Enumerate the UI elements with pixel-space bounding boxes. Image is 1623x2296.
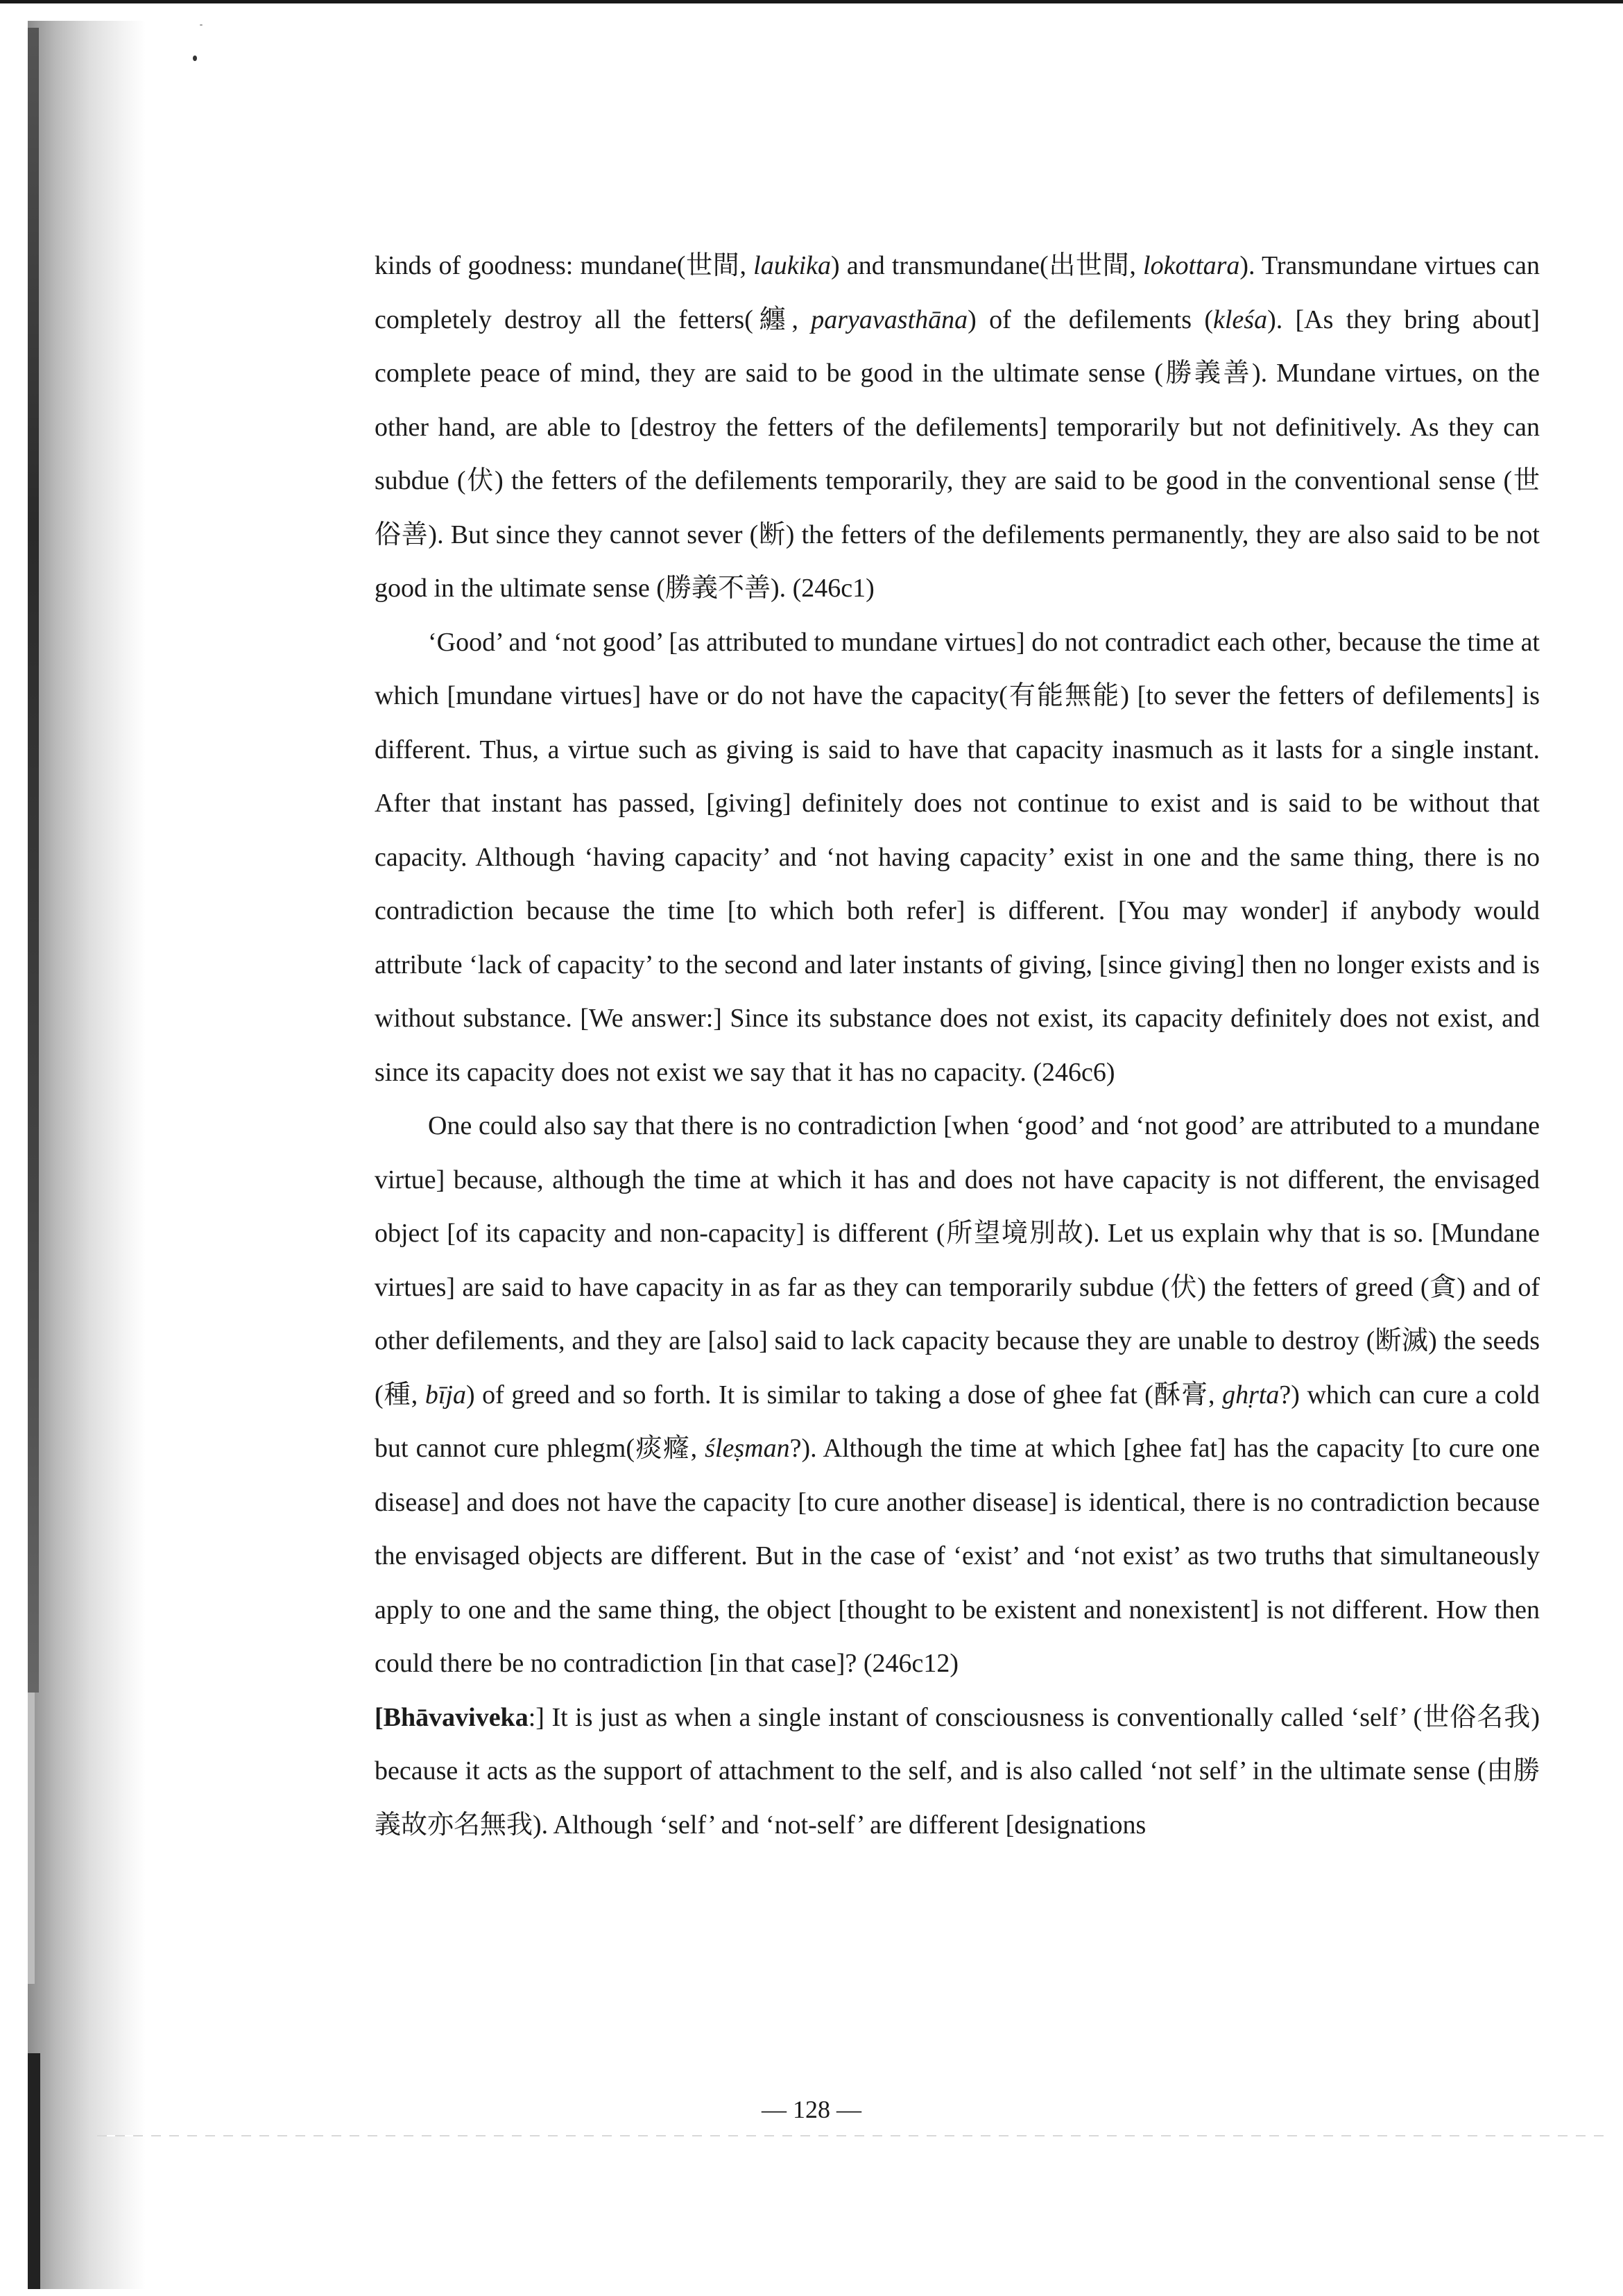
scan-binding-edge-middle <box>28 1693 35 1984</box>
scan-binding-edge-upper <box>28 28 39 1693</box>
text-run: ?). Although the time at which [ghee fat] has the capacity [to cure one disease] and does not have the capacity [to cure another disease] is identical, there is no contradiction because the envisaged objects are different. But in the case of ‘exist’ and ‘not exist’ as two truths that simultaneously apply to one and the same thing, the object [thought to be existent and nonexistent] is not different. How then could there be no contradiction [in that case]? (246c12) <box>375 1434 1540 1678</box>
text-run: ). Transmundane virtues can completely destroy all the fetters(纏, <box>375 251 1540 334</box>
italic-term: ghṛta <box>1222 1380 1280 1410</box>
text-run: ) of greed and so forth. It is similar to taking a dose of ghee fat (酥膏, <box>465 1380 1223 1410</box>
text-run: ). [As they bring about] complete peace of mind, they are said to be good in the ultimate sense (勝義善). Mundane virtues, on the other hand, are able to [destroy the fetters of the defilements] temporarily but not definitively. As they can subdue (伏) the fetters of the defilements temporarily, they are said to be good in the conventional sense (世俗善). But since they cannot sever (断) the fetters of the defilements permanently, they are also said to be not good in the ultimate sense (勝義不善). (246c1) <box>375 305 1540 603</box>
bold-speaker: Bhāvaviveka <box>383 1702 529 1732</box>
scan-top-border <box>0 0 1623 3</box>
scan-bleed-through-line <box>97 2135 1609 2136</box>
text-run: ‘Good’ and ‘not good’ [as attributed to mundane virtues] do not contradict each other, because the time at which [mundane virtues] have or do not have the capacity(有能無能) [to sever the fetters of defilements] is different. Thus, a virtue such as giving is said to have that capacity inasmuch as it lasts for a single instant. After that instant has passed, [giving] definitely does not continue to exist and is said to be without that capacity. Although ‘having capacity’ and ‘not having capacity’ exist in one and the same thing, there is no contradiction because the time [to which both refer] is different. [You may wonder] if anybody would attribute ‘lack of capacity’ to the second and later instants of giving, [since giving] then no longer exists and is without substance. [We answer:] Since its substance does not exist, its capacity definitely does not exist, and since its capacity does not exist we say that it has no capacity. (246c6) <box>375 627 1540 1087</box>
text-run: :] It is just as when a single instant of consciousness is conventionally called ‘self’ (世俗名我) because it acts as the support of attachment to the self, and is also called ‘not self’ in the ultimate sense (由勝義故亦名無我). Although ‘self’ and ‘not-self’ are different [designations <box>375 1702 1540 1840</box>
text-run: ) and transmundane(出世間, <box>831 251 1144 280</box>
page-number: — 128 — <box>762 2096 861 2123</box>
scan-speck <box>193 55 197 61</box>
italic-term: lokottara <box>1143 251 1240 280</box>
scan-speck <box>200 24 203 26</box>
scan-binding-shadow <box>28 21 146 2289</box>
paragraph-3 <box>375 1099 1540 1691</box>
scan-binding-edge-lower <box>28 2053 40 2289</box>
text-run: ) of the defilements ( <box>968 305 1213 334</box>
paragraph-1 <box>375 239 1540 616</box>
paragraph-4 <box>375 1691 1540 1853</box>
bold-speaker: [ <box>375 1702 384 1732</box>
italic-term: śleṣman <box>705 1434 790 1463</box>
text-run: One could also say that there is no contradiction [when ‘good’ and ‘not good’ are attributed to a mundane virtue] because, although the time at which it has and does not have capacity is not different, the envisaged object [of its capacity and non-capacity] is different (所望境別故). Let us explain why that is so. [Mundane virtues] are said to have capacity in as far as they can temporarily subdue (伏) the fetters of greed (貪) and of other defilements, and they are [also] said to lack capacity because they are unable to destroy (断滅) the seeds (種, <box>375 1111 1540 1410</box>
italic-term: paryavasthāna <box>811 305 968 334</box>
italic-term: kleśa <box>1212 305 1268 334</box>
paragraph-2 <box>375 616 1540 1100</box>
italic-term: bīja <box>424 1380 466 1410</box>
page-body <box>375 239 1540 1852</box>
italic-term: laukika <box>753 251 832 280</box>
text-run: kinds of goodness: mundane(世間, <box>375 251 754 280</box>
text-run: ?) which can cure a cold but cannot cure phlegm(痰癃, <box>375 1380 1540 1463</box>
